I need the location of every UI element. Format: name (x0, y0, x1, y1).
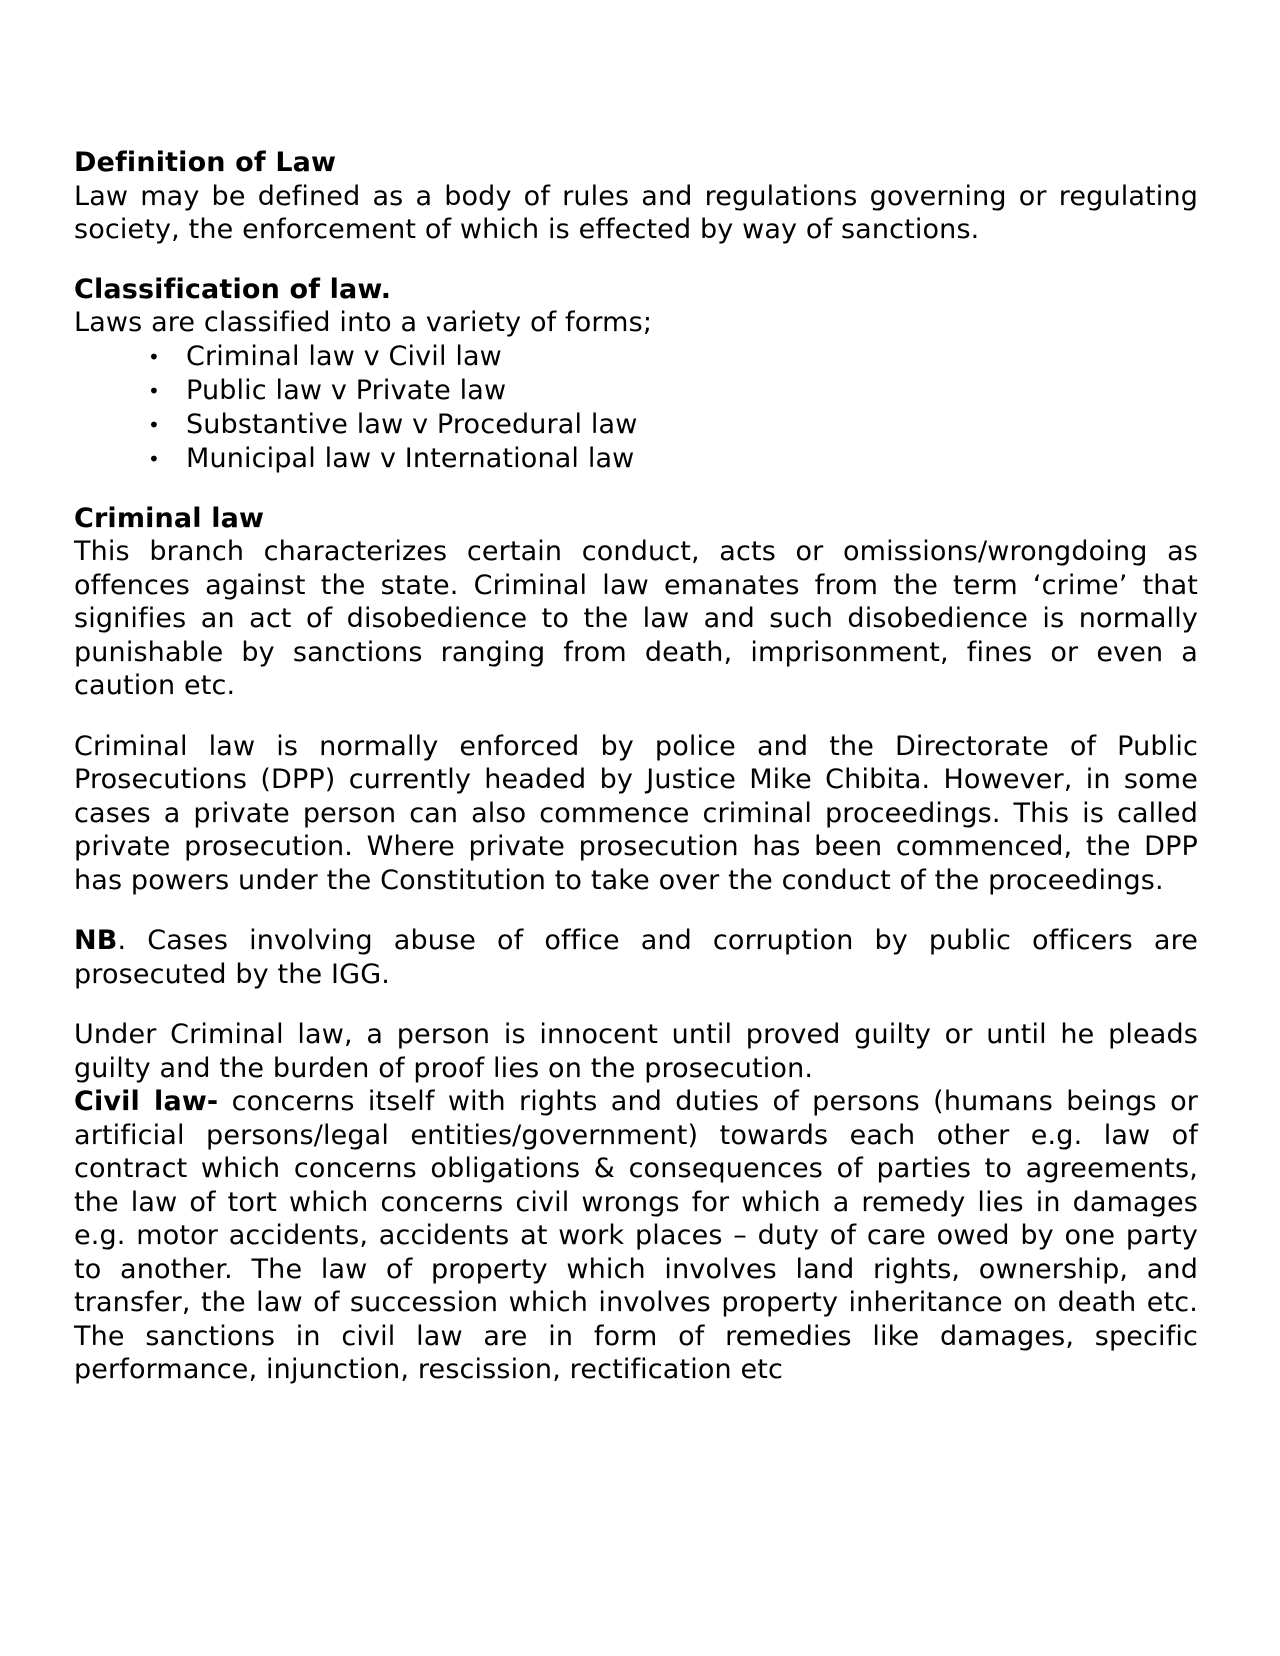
civil-law-paragraph (74, 1085, 1198, 1387)
classification-intro: Laws are classified into a variety of forms; (74, 307, 653, 338)
civil-law-label: Civil law- (74, 1086, 219, 1117)
definition-heading: Definition of Law (74, 147, 337, 178)
criminal-law-paragraph-2: Criminal law is normally enforced by police and the Directorate of Public Prosecutions (DPP) currently headed by Justice Mike Chibita. However, in some cases a private person can also commence criminal proceedings. This is called private prosecution. Where private prosecution has been commenced, the DPP has powers under the Constitution to take over the conduct of the proceedings. (74, 730, 1198, 896)
list-item: • Substantive law v Procedural law (148, 408, 638, 440)
bullet-icon: • (148, 412, 160, 437)
criminal-law-paragraph-1: This branch characterizes certain conduct, acts or omissions/wrongdoing as offences against the state. Criminal law emanates from the term ‘crime’ that signifies an act of disobedience to the law and such disobedience is normally punishable by sanctions ranging from death, imprisonment, fines or even a caution etc. (74, 536, 1198, 701)
classification-heading: Classification of law. (74, 273, 392, 305)
nb-paragraph (74, 924, 1198, 991)
civil-law-text: concerns itself with rights and duties of persons (humans beings or artificial persons/legal entities/government) towards each other e.g. law of contract which concerns obligations & consequences of parties to agreements, the law of tort which concerns civil wrongs for which a remedy lies in damages e.g. motor accidents, accidents at work places – duty of care owed by one party to another. The law of property which involves land rights, ownership, and transfer, the law of succession which involves property inheritance on death etc. The sanctions in civil law are in form of remedies like damages, specific performance, injunction, rescission, rectification etc (74, 1086, 1198, 1385)
bullet-icon: • (148, 344, 160, 369)
list-item: • Criminal law v Civil law (148, 340, 502, 372)
criminal-law-heading: Criminal law (74, 502, 265, 534)
classification-list (74, 340, 1198, 476)
document-page (74, 146, 1198, 1387)
nb-label: NB (74, 925, 118, 956)
list-item: • Municipal law v International law (148, 442, 635, 474)
nb-text: . Cases involving abuse of office and corruption by public officers are prosecuted by the IGG. (74, 925, 1198, 990)
bullet-icon: • (148, 378, 160, 403)
list-item: • Public law v Private law (148, 374, 507, 406)
criminal-law-paragraph-3: Under Criminal law, a person is innocent until proved guilty or until he pleads guilty and the burden of proof lies on the prosecution. (74, 1019, 1198, 1084)
definition-paragraph: Law may be defined as a body of rules and regulations governing or regulating society, the enforcement of which is effected by way of sanctions. (74, 180, 1198, 245)
bullet-icon: • (148, 446, 160, 471)
